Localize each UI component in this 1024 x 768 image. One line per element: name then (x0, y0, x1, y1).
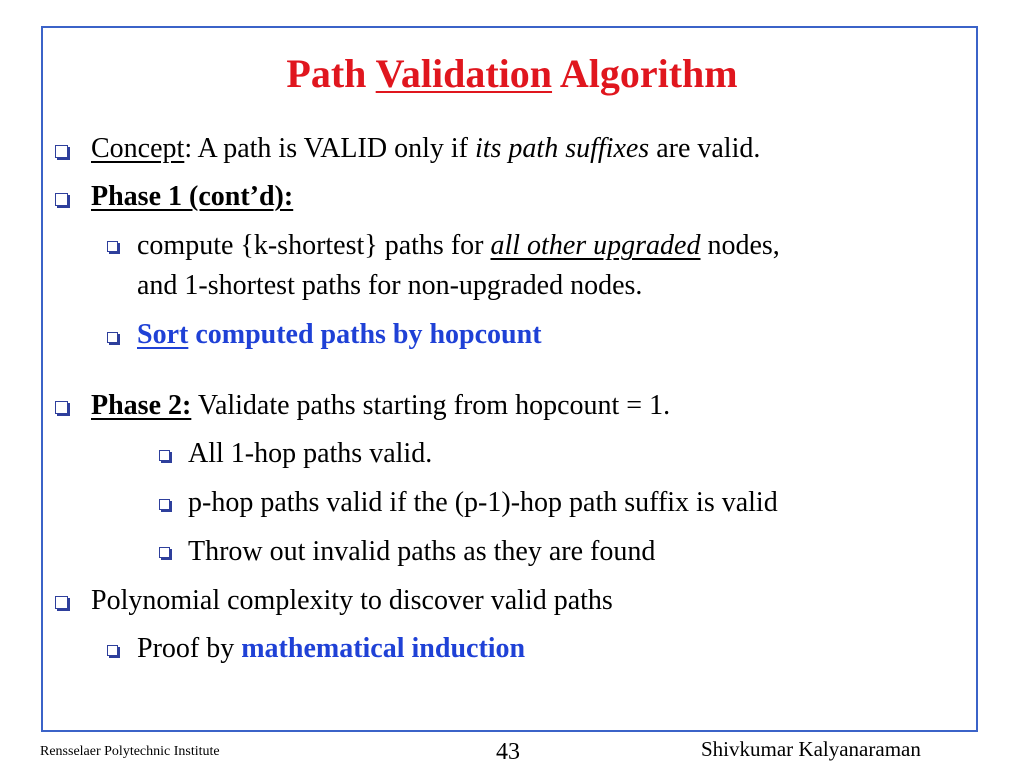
sort-text: Sort (137, 319, 189, 350)
sub-bullet-proof (137, 632, 525, 666)
proof-highlight: mathematical induction (241, 633, 526, 664)
proof-text: Proof by (137, 633, 242, 664)
bullet-box-icon (55, 145, 68, 158)
bullet-concept (91, 132, 760, 166)
sub-bullet-box-icon (107, 645, 118, 656)
sub-bullet-box-icon (107, 332, 118, 343)
compute-italic: all other upgraded (490, 230, 701, 261)
concept-text-2: are valid. (649, 133, 761, 164)
sub-bullet-compute (137, 229, 780, 263)
title-text-validation: Validation (375, 51, 553, 96)
sub-bullet-compute-line2: and 1-shortest paths for non-upgraded nodes. (137, 270, 643, 301)
sub-bullet-throw: Throw out invalid paths as they are found (188, 536, 656, 567)
phase2-label: Phase 2: (91, 390, 192, 421)
bullet-phase1: Phase 1 (cont’d): (91, 181, 294, 212)
sub-bullet-box-icon (107, 241, 118, 252)
bullet-polynomial: Polynomial complexity to discover valid paths (91, 585, 613, 616)
bullet-phase2 (91, 389, 670, 423)
sub-bullet-1hop: All 1-hop paths valid. (188, 438, 433, 469)
title-text-1: Path (286, 51, 376, 96)
compute-text-1: compute {k-shortest} paths for (137, 230, 491, 261)
bullet-box-icon (55, 193, 68, 206)
sub-bullet-phop: p-hop paths valid if the (p-1)-hop path suffix is valid (188, 487, 778, 518)
sub-bullet-sort (137, 318, 542, 352)
sub-bullet-box-icon (159, 499, 170, 510)
concept-italic: its path suffixes (474, 133, 650, 164)
sub-bullet-box-icon (159, 547, 170, 558)
sort-rest-text: computed paths by hopcount (188, 319, 542, 350)
title-text-3: Algorithm (552, 51, 738, 96)
compute-text-2: nodes, (700, 230, 780, 261)
footer-institute: Rensselaer Polytechnic Institute (40, 744, 220, 759)
slide-title (0, 50, 1024, 98)
bullet-box-icon (55, 401, 68, 414)
concept-text-1: : A path is VALID only if (184, 133, 475, 164)
footer-page-number: 43 (496, 739, 520, 765)
phase2-text: Validate paths starting from hopcount = 1. (191, 390, 671, 421)
sub-bullet-box-icon (159, 450, 170, 461)
concept-label: Concept (91, 133, 185, 164)
footer-author: Shivkumar Kalyanaraman (701, 737, 921, 761)
bullet-box-icon (55, 596, 68, 609)
